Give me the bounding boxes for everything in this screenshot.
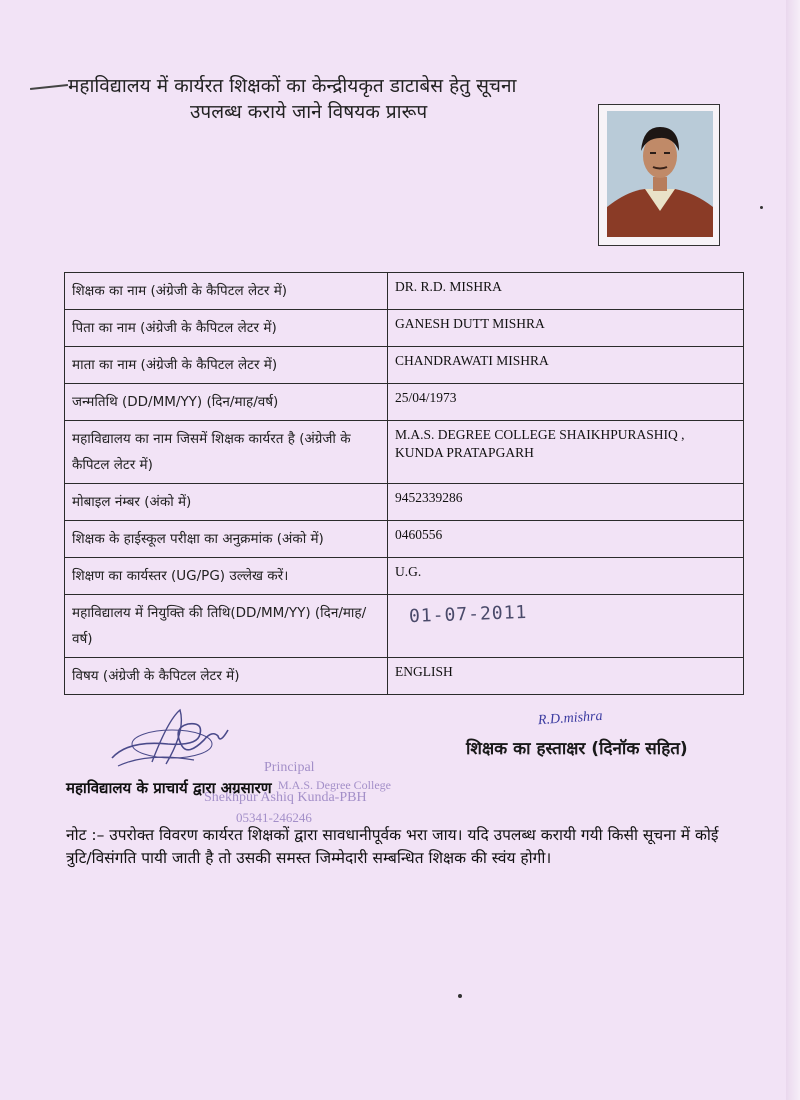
field-value: 0460556 <box>388 521 744 558</box>
title-dash <box>30 84 68 90</box>
note-text: नोट :– उपरोक्त विवरण कार्यरत शिक्षकों द्वारा सावधानीपूर्वक भरा जाय। यदि उपलब्ध करायी गयी किसी सूचना में कोई त्रुटि/विसंगति पायी जाती है तो उसकी समस्त जिम्मेदारी सम्बन्धित शिक्षक की स्वंय होगी। <box>66 826 719 867</box>
speck <box>760 206 763 209</box>
teacher-info-table <box>64 272 744 695</box>
field-value <box>388 595 744 658</box>
table-row <box>65 347 744 384</box>
table-row <box>65 421 744 484</box>
table-row <box>65 595 744 658</box>
field-value: M.A.S. DEGREE COLLEGE SHAIKHPURASHIQ , KUNDA PRATAPGARH <box>388 421 744 484</box>
field-value: DR. R.D. MISHRA <box>388 273 744 310</box>
principal-stamp-line: M.A.S. Degree College <box>278 778 391 792</box>
field-label: जन्मतिथि (DD/MM/YY) (दिन/माह/वर्ष) <box>65 384 388 421</box>
principal-stamp-line: Shekhpur Ashiq Kunda-PBH <box>204 790 367 805</box>
table-row <box>65 484 744 521</box>
field-label: पिता का नाम (अंग्रेजी के कैपिटल लेटर में) <box>65 310 388 347</box>
principal-forward-label: महाविद्यालय के प्राचार्य द्वारा अग्रसारण <box>66 779 272 797</box>
table-row <box>65 273 744 310</box>
field-label: शिक्षक का नाम (अंग्रेजी के कैपिटल लेटर में) <box>65 273 388 310</box>
field-value: 9452339286 <box>388 484 744 521</box>
field-value: 25/04/1973 <box>388 384 744 421</box>
field-label: महाविद्यालय का नाम जिसमें शिक्षक कार्यरत है (अंग्रेजी के कैपिटल लेटर में) <box>65 421 388 484</box>
field-value: U.G. <box>388 558 744 595</box>
field-label: शिक्षण का कार्यस्तर (UG/PG) उल्लेख करें। <box>65 558 388 595</box>
table-row <box>65 384 744 421</box>
table-row <box>65 658 744 695</box>
field-label: विषय (अंग्रेजी के कैपिटल लेटर में) <box>65 658 388 695</box>
principal-signature <box>108 700 248 784</box>
table-row <box>65 558 744 595</box>
page-edge <box>786 0 800 1100</box>
speck <box>458 994 462 998</box>
form-title-line1: महाविद्यालय में कार्यरत शिक्षकों का केन्द्रीयकृत डाटाबेस हेतु सूचना <box>68 75 517 97</box>
teacher-photo <box>607 111 713 237</box>
table-row <box>65 310 744 347</box>
field-value: CHANDRAWATI MISHRA <box>388 347 744 384</box>
teacher-signature: R.D.mishra <box>537 708 603 729</box>
photo-frame <box>598 104 720 246</box>
form-title-line2: उपलब्ध कराये जाने विषयक प्रारूप <box>190 101 428 123</box>
field-value: GANESH DUTT MISHRA <box>388 310 744 347</box>
field-label: मोबाइल नंम्बर (अंको में) <box>65 484 388 521</box>
field-label: महाविद्यालय में नियुक्ति की तिथि(DD/MM/YY) (दिन/माह/वर्ष) <box>65 595 388 658</box>
table-row <box>65 521 744 558</box>
field-label: माता का नाम (अंग्रेजी के कैपिटल लेटर में) <box>65 347 388 384</box>
field-label: शिक्षक के हाईस्कूल परीक्षा का अनुक्रमांक (अंको में) <box>65 521 388 558</box>
principal-stamp-line: Principal <box>264 760 315 775</box>
principal-stamp-line: 05341-246246 <box>236 810 312 825</box>
teacher-signature-label: शिक्षक का हस्ताक्षर (दिनॉक सहित) <box>466 739 688 759</box>
appointment-date-handwritten: 01-07-2011 <box>408 601 528 628</box>
field-value: ENGLISH <box>388 658 744 695</box>
